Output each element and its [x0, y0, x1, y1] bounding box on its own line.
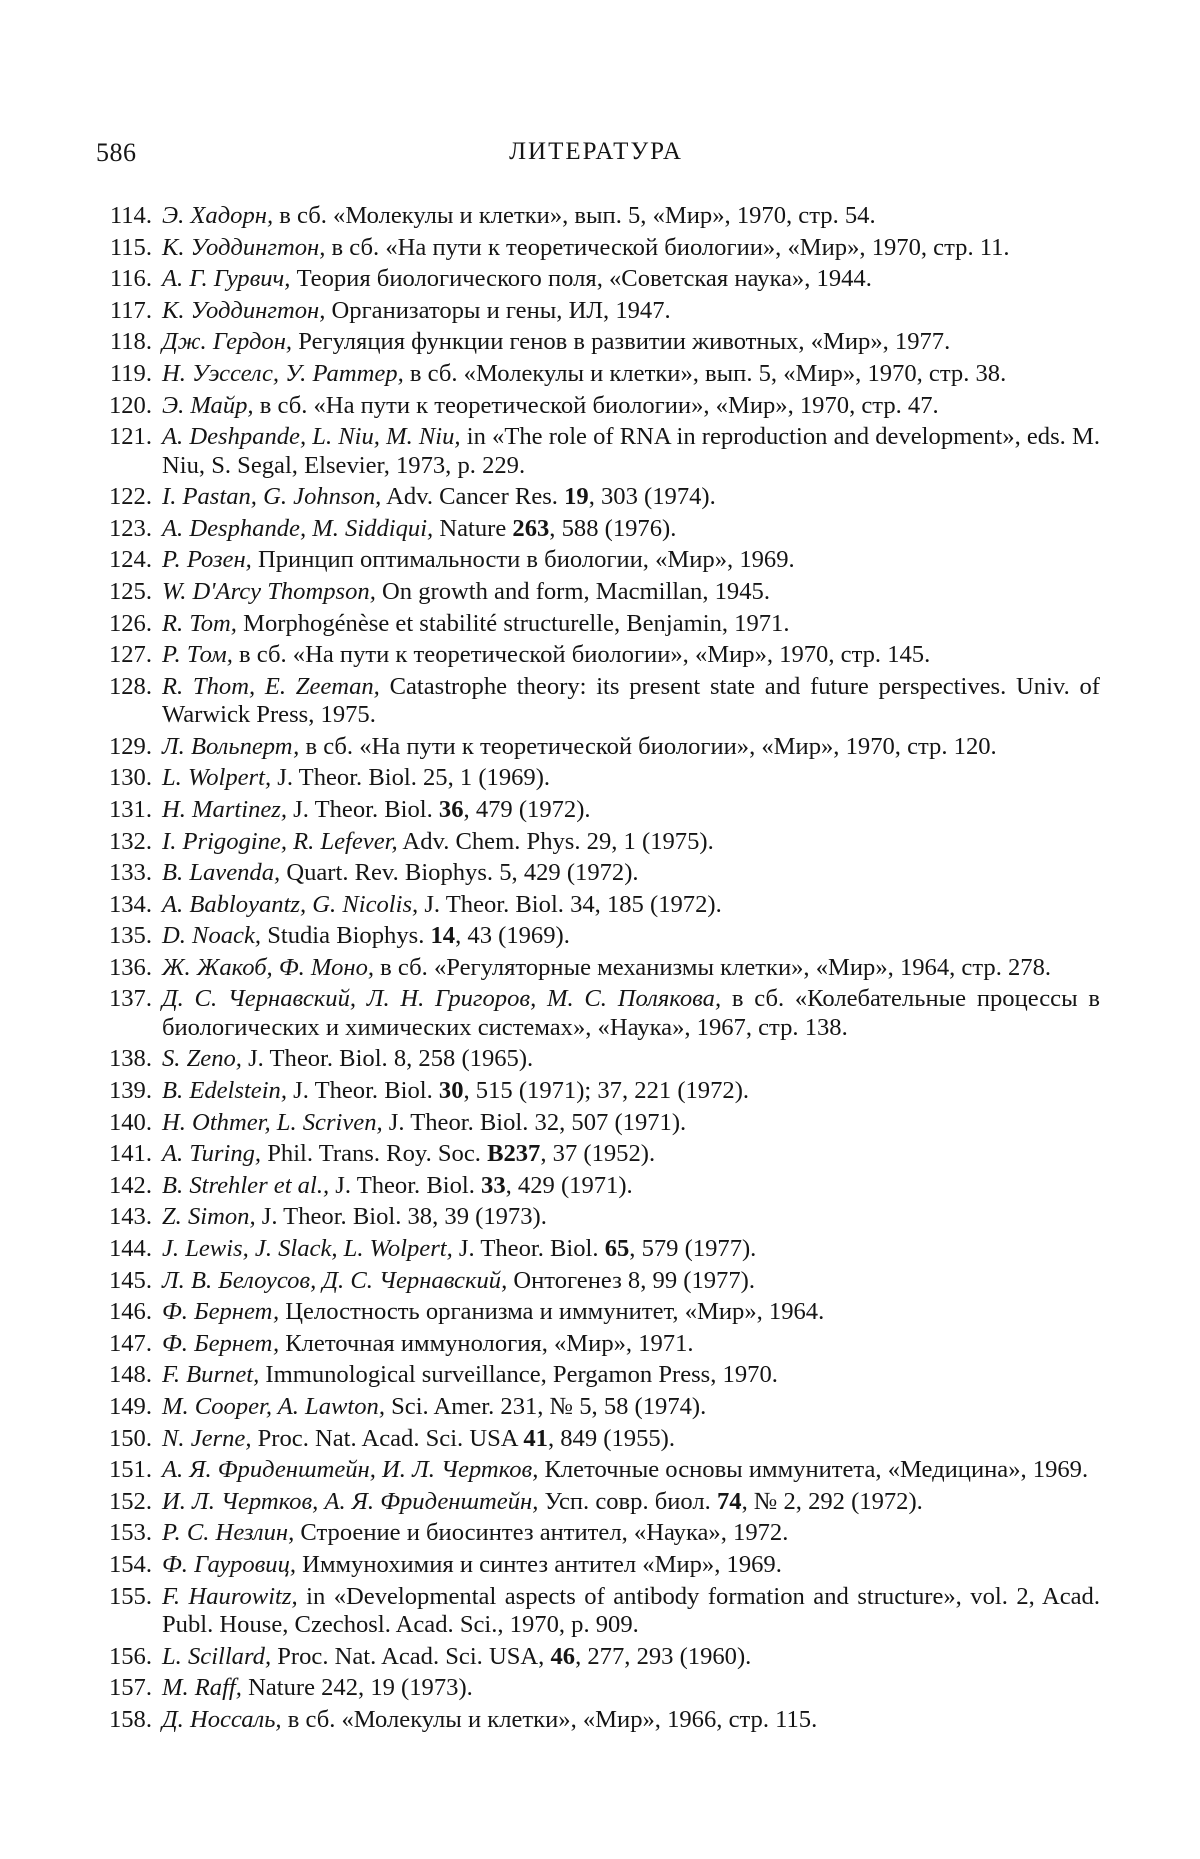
- reference-entry: [135, 1425, 1100, 1453]
- reference-source: J. Theor. Biol.: [287, 1077, 439, 1104]
- reference-entry: [135, 1235, 1100, 1263]
- reference-number: 116.: [88, 265, 152, 293]
- reference-entry: [135, 1361, 1100, 1389]
- reference-source: Клеточные основы иммунитета, «Медицина», 1969.: [538, 1456, 1088, 1483]
- reference-authors: Z. Simon,: [162, 1203, 256, 1230]
- reference-pages: , 479 (1972).: [464, 796, 591, 823]
- reference-source: J. Theor. Biol. 32, 507 (1971).: [383, 1109, 687, 1136]
- reference-authors: Д. С. Чернавский, Л. Н. Григоров, М. С. Полякова,: [162, 985, 721, 1012]
- reference-entry: [135, 891, 1100, 919]
- reference-entry: [135, 1583, 1100, 1640]
- reference-number: 154.: [88, 1551, 152, 1579]
- reference-source: Организаторы и гены, ИЛ, 1947.: [325, 297, 670, 324]
- reference-source: J. Theor. Biol.: [287, 796, 439, 823]
- reference-authors: N. Jerne,: [162, 1425, 251, 1452]
- reference-number: 158.: [88, 1706, 152, 1734]
- reference-source: в сб. «На пути к теоретической биологии», «Мир», 1970, стр. 145.: [233, 641, 930, 668]
- reference-pages: , 303 (1974).: [589, 483, 716, 510]
- reference-authors: Л. В. Белоусов, Д. С. Чернавский,: [162, 1267, 507, 1294]
- reference-number: 143.: [88, 1203, 152, 1231]
- reference-entry: [135, 1456, 1100, 1484]
- reference-number: 121.: [88, 423, 152, 451]
- reference-source: in «The role of RNA in reproduction and development», eds. M. Niu, S. Segal, Elsevier, 1973, p. 229.: [162, 423, 1100, 478]
- reference-number: 120.: [88, 392, 152, 420]
- reference-number: 119.: [88, 360, 152, 388]
- reference-source: Morphogénèse et stabilité structurelle, Benjamin, 1971.: [237, 610, 790, 637]
- reference-authors: Ф. Бернет,: [162, 1298, 279, 1325]
- reference-authors: B. Strehler et al.,: [162, 1172, 329, 1199]
- reference-entry: [135, 828, 1100, 856]
- reference-volume: 33: [481, 1172, 506, 1199]
- reference-number: 123.: [88, 515, 152, 543]
- reference-authors: Р. Розен,: [162, 546, 252, 573]
- reference-number: 142.: [88, 1172, 152, 1200]
- reference-authors: M. Cooper, A. Lawton,: [162, 1393, 385, 1420]
- reference-source: J. Theor. Biol. 38, 39 (1973).: [256, 1203, 547, 1230]
- reference-entry: [135, 234, 1100, 262]
- reference-authors: R. Tom,: [162, 610, 237, 637]
- reference-source: Adv. Chem. Phys. 29, 1 (1975).: [398, 828, 714, 855]
- reference-authors: W. D'Arcy Thompson,: [162, 578, 376, 605]
- reference-number: 147.: [88, 1330, 152, 1358]
- reference-authors: A. Desphande, M. Siddiqui,: [162, 515, 433, 542]
- reference-entry: [135, 328, 1100, 356]
- reference-number: 155.: [88, 1583, 152, 1611]
- reference-authors: S. Zeno,: [162, 1045, 242, 1072]
- reference-entry: [135, 859, 1100, 887]
- reference-source: в сб. «На пути к теоретической биологии», «Мир», 1970, стр. 47.: [254, 392, 939, 419]
- reference-number: 137.: [88, 985, 152, 1013]
- reference-pages: , 849 (1955).: [548, 1425, 675, 1452]
- reference-source: Теория биологического поля, «Советская наука», 1944.: [290, 265, 871, 292]
- reference-entry: [135, 796, 1100, 824]
- reference-number: 145.: [88, 1267, 152, 1295]
- reference-entry: [135, 1298, 1100, 1326]
- reference-source: в сб. «На пути к теоретической биологии», «Мир», 1970, стр. 120.: [299, 733, 996, 760]
- reference-authors: К. Уоддингтон,: [162, 234, 325, 261]
- reference-pages: , 43 (1969).: [455, 922, 570, 949]
- reference-number: 149.: [88, 1393, 152, 1421]
- reference-number: 133.: [88, 859, 152, 887]
- reference-source: J. Theor. Biol.: [453, 1235, 605, 1262]
- reference-authors: I. Pastan, G. Johnson,: [162, 483, 381, 510]
- reference-source: Immunological surveillance, Pergamon Press, 1970.: [259, 1361, 778, 1388]
- reference-entry: [135, 1488, 1100, 1516]
- reference-entry: [135, 1393, 1100, 1421]
- reference-number: 148.: [88, 1361, 152, 1389]
- reference-number: 130.: [88, 764, 152, 792]
- reference-authors: B. Edelstein,: [162, 1077, 287, 1104]
- reference-source: в сб. «Молекулы и клетки», вып. 5, «Мир», 1970, стр. 38.: [404, 360, 1007, 387]
- reference-authors: Д. Носсаль,: [162, 1706, 282, 1733]
- reference-entry: [135, 1077, 1100, 1105]
- reference-entry: [135, 515, 1100, 543]
- reference-source: в сб. «Молекулы и клетки», вып. 5, «Мир», 1970, стр. 54.: [273, 202, 876, 229]
- reference-entry: [135, 1330, 1100, 1358]
- reference-authors: Ф. Гауровиц,: [162, 1551, 296, 1578]
- reference-entry: [135, 673, 1100, 730]
- reference-volume: 36: [439, 796, 464, 823]
- reference-number: 122.: [88, 483, 152, 511]
- reference-source: Усп. совр. биол.: [538, 1488, 717, 1515]
- reference-authors: D. Noack,: [162, 922, 261, 949]
- reference-source: in «Developmental aspects of antibody formation and structure», vol. 2, Acad. Publ. House, Czechosl. Acad. Sci., 1970, p. 909.: [162, 1583, 1100, 1638]
- reference-number: 157.: [88, 1674, 152, 1702]
- reference-number: 152.: [88, 1488, 152, 1516]
- reference-source: в сб. «Регуляторные механизмы клетки», «Мир», 1964, стр. 278.: [374, 954, 1051, 981]
- reference-authors: Э. Хадорн,: [162, 202, 273, 229]
- page-number: 586: [96, 138, 137, 168]
- reference-number: 132.: [88, 828, 152, 856]
- reference-volume: 19: [564, 483, 589, 510]
- reference-source: Целостность организма и иммунитет, «Мир», 1964.: [279, 1298, 824, 1325]
- reference-authors: И. Л. Чертков, А. Я. Фриденштейн,: [162, 1488, 538, 1515]
- reference-authors: Э. Майр,: [162, 392, 254, 419]
- reference-authors: L. Scillard,: [162, 1643, 271, 1670]
- reference-source: Adv. Cancer Res.: [381, 483, 564, 510]
- page-header: [96, 138, 1096, 172]
- reference-entry: [135, 733, 1100, 761]
- reference-source: Регуляция функции генов в развитии животных, «Мир», 1977.: [292, 328, 950, 355]
- reference-source: On growth and form, Macmillan, 1945.: [376, 578, 770, 605]
- reference-authors: Ф. Бернет,: [162, 1330, 279, 1357]
- reference-number: 144.: [88, 1235, 152, 1263]
- reference-source: Sci. Amer. 231, № 5, 58 (1974).: [385, 1393, 706, 1420]
- reference-pages: , 429 (1971).: [506, 1172, 633, 1199]
- reference-number: 126.: [88, 610, 152, 638]
- reference-pages: , 277, 293 (1960).: [575, 1643, 751, 1670]
- reference-authors: B. Lavenda,: [162, 859, 280, 886]
- reference-authors: A. Deshpande, L. Niu, M. Niu,: [162, 423, 461, 450]
- reference-volume: B237: [487, 1140, 540, 1167]
- reference-source: J. Theor. Biol. 34, 185 (1972).: [418, 891, 722, 918]
- reference-entry: [135, 1706, 1100, 1734]
- reference-source: J. Theor. Biol.: [329, 1172, 481, 1199]
- reference-authors: Дж. Гердон,: [162, 328, 292, 355]
- reference-source: Proc. Nat. Acad. Sci. USA,: [271, 1643, 550, 1670]
- reference-entry: [135, 1109, 1100, 1137]
- reference-pages: , 515 (1971); 37, 221 (1972).: [464, 1077, 750, 1104]
- reference-source: в сб. «Колебательные процессы в биологических и химических системах», «Наука», 1967, стр. 138.: [162, 985, 1100, 1040]
- reference-entry: [135, 423, 1100, 480]
- reference-pages: , 588 (1976).: [549, 515, 676, 542]
- reference-entry: [135, 1140, 1100, 1168]
- reference-number: 134.: [88, 891, 152, 919]
- reference-authors: H. Martinez,: [162, 796, 287, 823]
- reference-number: 131.: [88, 796, 152, 824]
- reference-authors: M. Raff,: [162, 1674, 242, 1701]
- reference-entry: [135, 1267, 1100, 1295]
- reference-entry: [135, 1172, 1100, 1200]
- reference-source: Nature 242, 19 (1973).: [242, 1674, 473, 1701]
- reference-number: 139.: [88, 1077, 152, 1105]
- reference-authors: К. Уоддингтон,: [162, 297, 325, 324]
- reference-entry: [135, 1643, 1100, 1671]
- reference-number: 146.: [88, 1298, 152, 1326]
- reference-pages: , № 2, 292 (1972).: [742, 1488, 923, 1515]
- reference-entry: [135, 1551, 1100, 1579]
- reference-entry: [135, 985, 1100, 1042]
- reference-authors: Р. Том,: [162, 641, 233, 668]
- reference-entry: [135, 641, 1100, 669]
- reference-number: 136.: [88, 954, 152, 982]
- reference-entry: [135, 360, 1100, 388]
- reference-volume: 46: [550, 1643, 575, 1670]
- reference-source: Quart. Rev. Biophys. 5, 429 (1972).: [280, 859, 638, 886]
- reference-source: Принцип оптимальности в биологии, «Мир», 1969.: [252, 546, 795, 573]
- reference-entry: [135, 483, 1100, 511]
- reference-source: Studia Biophys.: [261, 922, 430, 949]
- reference-authors: F. Burnet,: [162, 1361, 259, 1388]
- reference-entry: [135, 297, 1100, 325]
- reference-number: 127.: [88, 641, 152, 669]
- reference-number: 140.: [88, 1109, 152, 1137]
- reference-authors: Р. С. Незлин,: [162, 1519, 294, 1546]
- reference-authors: I. Prigogine, R. Lefever,: [162, 828, 398, 855]
- reference-authors: H. Othmer, L. Scriven,: [162, 1109, 383, 1136]
- reference-source: Клеточная иммунология, «Мир», 1971.: [279, 1330, 693, 1357]
- reference-number: 153.: [88, 1519, 152, 1547]
- reference-number: 125.: [88, 578, 152, 606]
- reference-source: Иммунохимия и синтез антител «Мир», 1969.: [296, 1551, 782, 1578]
- reference-entry: [135, 610, 1100, 638]
- reference-entry: [135, 922, 1100, 950]
- reference-source: Онтогенез 8, 99 (1977).: [507, 1267, 755, 1294]
- reference-number: 151.: [88, 1456, 152, 1484]
- reference-entry: [135, 1045, 1100, 1073]
- reference-source: J. Theor. Biol. 8, 258 (1965).: [242, 1045, 533, 1072]
- reference-entry: [135, 392, 1100, 420]
- reference-number: 156.: [88, 1643, 152, 1671]
- reference-authors: R. Thom, E. Zeeman,: [162, 673, 380, 700]
- reference-authors: J. Lewis, J. Slack, L. Wolpert,: [162, 1235, 453, 1262]
- running-title: ЛИТЕРАТУРА: [96, 138, 1096, 166]
- reference-volume: 14: [431, 922, 456, 949]
- reference-authors: А. Г. Гурвич,: [162, 265, 290, 292]
- reference-volume: 65: [605, 1235, 630, 1262]
- reference-authors: A. Turing,: [162, 1140, 261, 1167]
- reference-number: 135.: [88, 922, 152, 950]
- book-page: [0, 0, 1200, 1859]
- reference-source: J. Theor. Biol. 25, 1 (1969).: [271, 764, 550, 791]
- reference-entry: [135, 954, 1100, 982]
- reference-entry: [135, 546, 1100, 574]
- reference-entry: [135, 1203, 1100, 1231]
- reference-entry: [135, 578, 1100, 606]
- reference-number: 124.: [88, 546, 152, 574]
- reference-number: 114.: [88, 202, 152, 230]
- reference-number: 117.: [88, 297, 152, 325]
- reference-authors: Ж. Жакоб, Ф. Моно,: [162, 954, 374, 981]
- reference-number: 129.: [88, 733, 152, 761]
- reference-list: [135, 202, 1100, 1737]
- reference-authors: А. Я. Фриденштейн, И. Л. Чертков,: [162, 1456, 538, 1483]
- reference-number: 150.: [88, 1425, 152, 1453]
- reference-entry: [135, 265, 1100, 293]
- reference-source: Nature: [433, 515, 512, 542]
- reference-volume: 74: [717, 1488, 742, 1515]
- reference-authors: Л. Вольперт,: [162, 733, 299, 760]
- reference-source: Proc. Nat. Acad. Sci. USA: [251, 1425, 523, 1452]
- reference-source: Строение и биосинтез антител, «Наука», 1972.: [294, 1519, 788, 1546]
- reference-source: в сб. «На пути к теоретической биологии», «Мир», 1970, стр. 11.: [325, 234, 1009, 261]
- reference-volume: 41: [523, 1425, 548, 1452]
- reference-authors: F. Haurowitz,: [162, 1583, 298, 1610]
- reference-entry: [135, 202, 1100, 230]
- reference-authors: Н. Уэсселс, У. Раттер,: [162, 360, 404, 387]
- reference-pages: , 579 (1977).: [629, 1235, 756, 1262]
- reference-number: 128.: [88, 673, 152, 701]
- reference-number: 141.: [88, 1140, 152, 1168]
- reference-entry: [135, 1519, 1100, 1547]
- reference-authors: L. Wolpert,: [162, 764, 271, 791]
- reference-authors: A. Babloyantz, G. Nicolis,: [162, 891, 418, 918]
- reference-entry: [135, 1674, 1100, 1702]
- reference-source: Catastrophe theory: its present state and future perspectives. Univ. of Warwick Press, 1975.: [162, 673, 1100, 728]
- reference-entry: [135, 764, 1100, 792]
- reference-number: 118.: [88, 328, 152, 356]
- reference-volume: 263: [512, 515, 549, 542]
- reference-volume: 30: [439, 1077, 464, 1104]
- reference-number: 115.: [88, 234, 152, 262]
- reference-source: Phil. Trans. Roy. Soc.: [261, 1140, 487, 1167]
- reference-pages: , 37 (1952).: [540, 1140, 655, 1167]
- reference-number: 138.: [88, 1045, 152, 1073]
- reference-source: в сб. «Молекулы и клетки», «Мир», 1966, стр. 115.: [282, 1706, 818, 1733]
